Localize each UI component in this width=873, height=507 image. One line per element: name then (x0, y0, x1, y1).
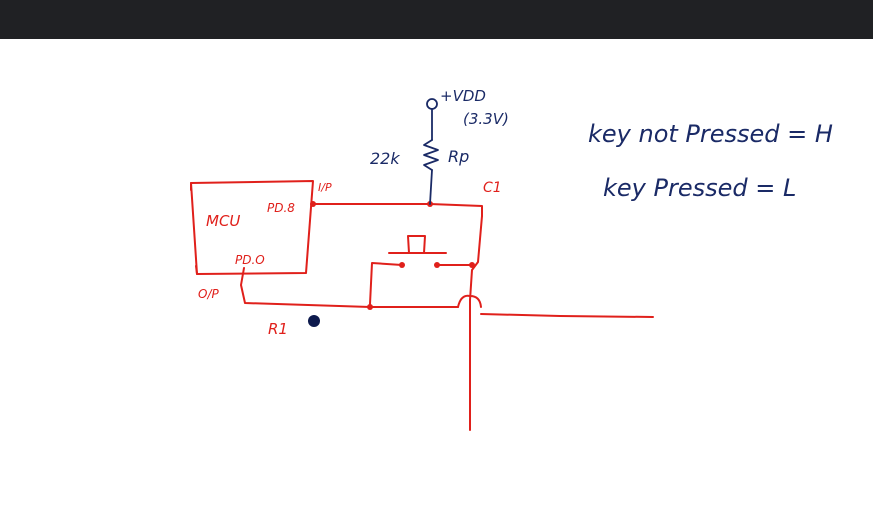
button-wiring (370, 263, 472, 304)
input-wire (313, 204, 482, 216)
pullup-bottom-lead (430, 170, 432, 204)
window-title-bar (0, 0, 873, 39)
whiteboard-canvas[interactable] (0, 39, 873, 503)
resistor-value-label: 22k (370, 149, 400, 168)
capacitor-label: C1 (483, 180, 502, 196)
supply-label: +VDD (440, 87, 486, 105)
pin-input-label: PD.8 (267, 201, 295, 215)
right-vertical-wire (470, 216, 482, 300)
output-io-label: O/P (198, 287, 219, 301)
note-key-pressed: key Pressed = L (603, 174, 797, 202)
pullup-resistor-zigzag (424, 140, 438, 170)
vdd-terminal (427, 99, 437, 109)
supply-voltage-label: (3.3V) (463, 110, 509, 128)
push-button-plunger (389, 236, 446, 253)
resistor-r1-label: R1 (268, 320, 288, 338)
pin-output-label: PD.O (235, 253, 265, 267)
output-node-dot (367, 304, 373, 310)
circuit-sketch (0, 39, 873, 503)
mcu-label: MCU (206, 212, 241, 230)
note-key-not-pressed: key not Pressed = H (588, 120, 833, 148)
right-horizontal-wire (481, 314, 653, 317)
pullup-name-label: Rp (448, 147, 470, 166)
input-io-label: I/P (318, 181, 332, 194)
pointer-cursor (308, 315, 320, 327)
input-node-dot (310, 201, 316, 207)
